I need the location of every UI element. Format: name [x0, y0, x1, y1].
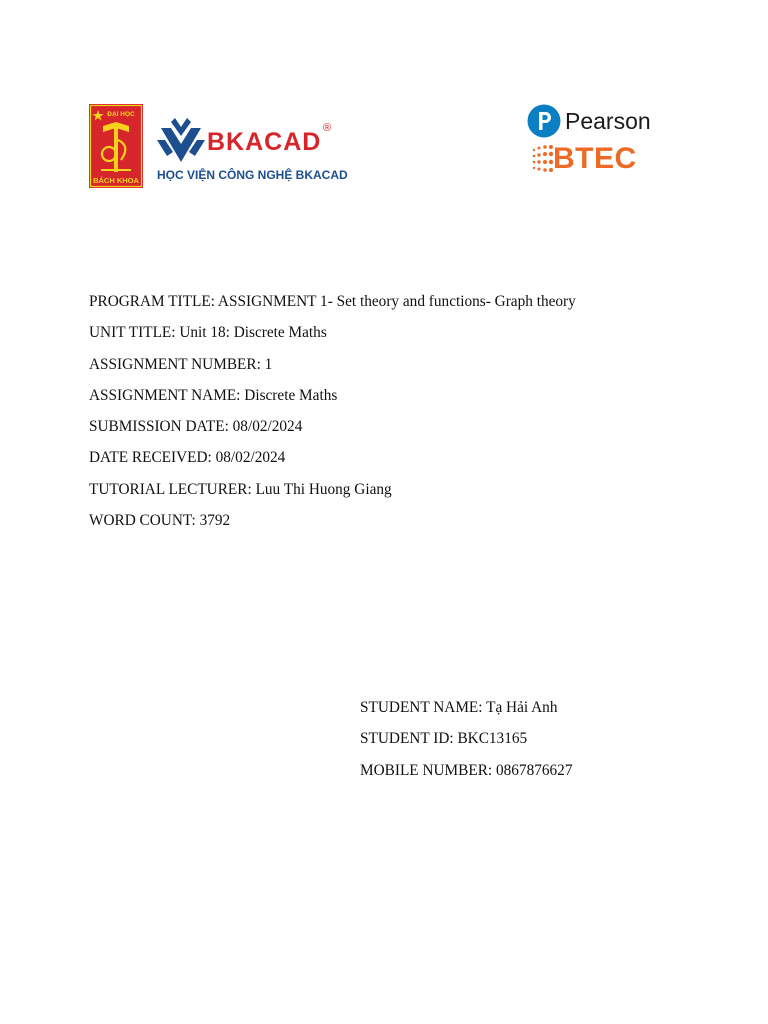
logo-row — [89, 104, 659, 194]
field-label: STUDENT ID: — [360, 730, 454, 748]
bach-khoa-emblem-logo — [89, 104, 143, 188]
field-label: TUTORIAL LECTURER: — [89, 480, 252, 498]
field-label: PROGRAM TITLE: — [89, 293, 215, 310]
field-value: 3792 — [199, 512, 231, 530]
emblem-top-text: ĐẠI HỌC — [107, 111, 135, 118]
field-word-count — [89, 511, 729, 531]
field-label: MOBILE NUMBER: — [360, 761, 493, 779]
field-label: STUDENT NAME: — [360, 699, 483, 716]
field-value: Discrete Maths — [244, 386, 338, 404]
field-assignment-name — [89, 386, 729, 406]
field-label: WORD COUNT: — [89, 512, 196, 530]
field-value: Luu Thi Huong Giang — [255, 480, 392, 498]
bkacad-name: BKACAD — [207, 128, 322, 156]
bkacad-subtitle: HỌC VIỆN CÔNG NGHỆ BKACAD — [157, 168, 348, 182]
field-value: 08/02/2024 — [215, 449, 286, 467]
pearson-name: Pearson — [565, 108, 651, 134]
field-label: SUBMISSION DATE: — [89, 418, 229, 436]
bkacad-mark-icon — [157, 118, 205, 164]
field-submission-date — [89, 417, 729, 437]
field-value: 0867876627 — [495, 761, 573, 779]
field-label: ASSIGNMENT NUMBER: — [89, 355, 261, 373]
field-value: 1 — [264, 355, 273, 373]
field-value: BKC13165 — [457, 730, 528, 748]
field-value: Unit 18: Discrete Maths — [179, 324, 327, 342]
assignment-details — [89, 292, 729, 542]
field-tutorial-lecturer — [89, 480, 729, 500]
pearson-p-icon — [527, 104, 561, 138]
field-value: Tạ Hải Anh — [486, 699, 558, 716]
field-student-name — [360, 698, 720, 718]
student-details — [360, 698, 720, 792]
field-unit-title — [89, 323, 729, 343]
pearson-btec-logo — [527, 104, 659, 184]
field-value: ASSIGNMENT 1- Set theory and functions- Graph theory — [217, 293, 576, 310]
field-date-received — [89, 448, 729, 468]
btec-name: BTEC — [553, 142, 637, 175]
field-student-id — [360, 729, 720, 749]
emblem-bottom-text: BÁCH KHOA — [93, 176, 139, 185]
field-label: DATE RECEIVED: — [89, 449, 212, 467]
bkacad-logo — [157, 118, 348, 188]
registered-mark: ® — [323, 122, 332, 134]
btec-dots-icon — [531, 144, 555, 174]
field-assignment-number — [89, 355, 729, 375]
field-mobile-number — [360, 761, 720, 781]
field-label: ASSIGNMENT NAME: — [89, 386, 241, 404]
field-program-title — [89, 292, 729, 312]
field-label: UNIT TITLE: — [89, 324, 176, 342]
field-value: 08/02/2024 — [232, 418, 303, 436]
